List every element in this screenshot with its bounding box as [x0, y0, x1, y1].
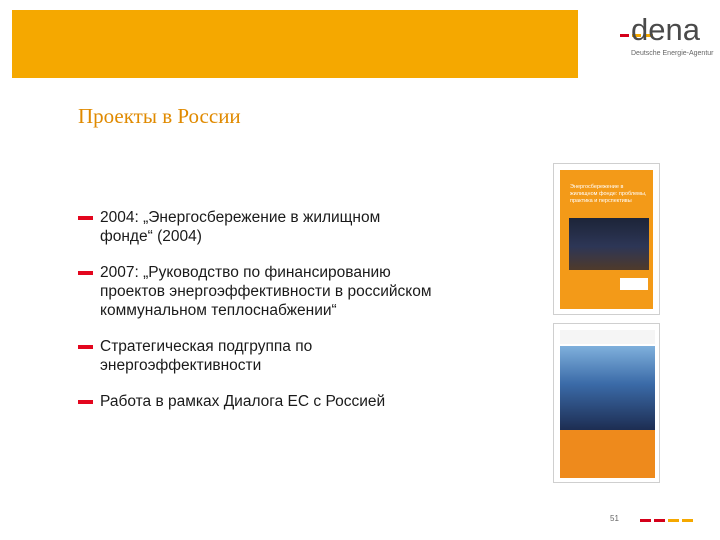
bullet-line: Стратегическая подгруппа по	[100, 338, 313, 355]
page-number: 51	[610, 514, 619, 523]
book-cover-image-2	[553, 323, 660, 483]
bullet-item	[78, 392, 508, 411]
book-cover-image-1	[553, 163, 660, 315]
book-publisher-mark	[620, 278, 648, 290]
book-photo	[560, 346, 655, 430]
bullet-line: энергоэффективности	[100, 357, 262, 374]
book-header	[560, 330, 655, 344]
bullet-line: Работа в рамках Диалога ЕС с Россией	[100, 393, 386, 410]
bullet-line: 2007: „Руководство по финансированию	[100, 264, 391, 281]
book-title: Энергосбережение в жилищном фонде: проблемы, практика и перспективы	[570, 184, 647, 204]
bullet-dash	[78, 400, 93, 404]
bullet-dash	[78, 216, 93, 220]
logo-word: dena	[631, 12, 700, 47]
bullet-dash	[78, 271, 93, 275]
bullet-line: 2004: „Энергосбережение в жилищном	[100, 209, 381, 226]
dena-logo	[578, 10, 714, 78]
bullet-line: фонде“ (2004)	[100, 228, 202, 245]
book-cover	[560, 170, 653, 309]
bullet-line: коммунальном теплоснабжении“	[100, 302, 337, 319]
book-cover	[560, 346, 655, 478]
bullet-item	[78, 337, 508, 375]
bullet-list	[78, 208, 508, 428]
slide-title: Проекты в России	[78, 104, 241, 128]
footer-dashes	[640, 519, 693, 522]
bullet-line: проектов энергоэффективности в российском	[100, 283, 432, 300]
book-photo	[569, 218, 649, 270]
bullet-item	[78, 263, 508, 320]
bullet-dash	[78, 345, 93, 349]
logo-subtitle: Deutsche Energie-Agentur	[631, 50, 714, 57]
bullet-item	[78, 208, 508, 246]
